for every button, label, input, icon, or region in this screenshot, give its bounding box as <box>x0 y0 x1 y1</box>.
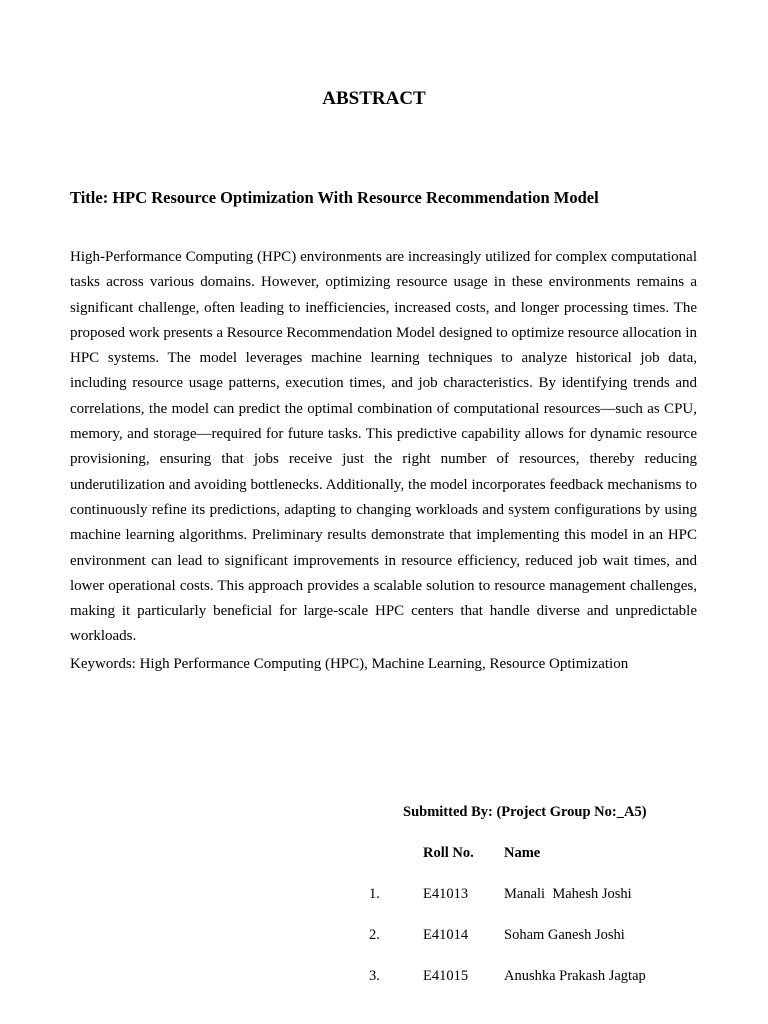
submitted-by-label: Submitted By: (Project Group No:_A5) <box>403 804 647 820</box>
project-title: Title: HPC Resource Optimization With Resource Recommendation Model <box>70 188 599 207</box>
roll-column-header: Roll No. <box>423 845 474 861</box>
members-table-header <box>350 845 680 886</box>
keywords-line: Keywords: High Performance Computing (HPC), Machine Learning, Resource Optimization <box>70 656 629 672</box>
member-number: 1. <box>369 886 380 902</box>
member-row <box>350 968 680 1009</box>
member-name: Soham Ganesh Joshi <box>504 927 625 943</box>
member-roll: E41015 <box>423 968 469 984</box>
members-table <box>350 845 680 1009</box>
name-column-header: Name <box>504 845 541 861</box>
abstract-body: High-Performance Computing (HPC) environments are increasingly utilized for complex computational tasks across various domains. However, optimizing resource usage in these environments remains a significant challenge, often leading to inefficiencies, increased costs, and longer processing times. The proposed work presents a Resource Recommendation Model designed to optimize resource allocation in HPC systems. The model leverages machine learning techniques to analyze historical job data, including resource usage patterns, execution times, and job characteristics. By identifying trends and correlations, the model can predict the optimal combination of computational resources—such as CPU, memory, and storage—required for future tasks. This predictive capability allows for dynamic resource provisioning, ensuring that jobs receive just the right number of resources, thereby reducing underutilization and avoiding bottlenecks. Additionally, the model incorporates feedback mechanisms to continuously refine its predictions, adapting to changing workloads and system configurations by using machine learning algorithms. Preliminary results demonstrate that implementing this model in an HPC environment can lead to significant improvements in resource efficiency, reduced job wait times, and lower operational costs. This approach provides a scalable solution to resource management challenges, making it particularly beneficial for large-scale HPC centers that handle diverse and unpredictable workloads. <box>70 249 697 645</box>
member-name: Anushka Prakash Jagtap <box>504 968 646 984</box>
member-number: 2. <box>369 927 380 943</box>
member-row <box>350 927 680 968</box>
member-roll: E41013 <box>423 886 469 902</box>
abstract-heading: ABSTRACT <box>322 88 426 109</box>
member-row <box>350 886 680 927</box>
member-roll: E41014 <box>423 927 469 943</box>
member-name: Manali Mahesh Joshi <box>504 886 632 902</box>
member-number: 3. <box>369 968 380 984</box>
